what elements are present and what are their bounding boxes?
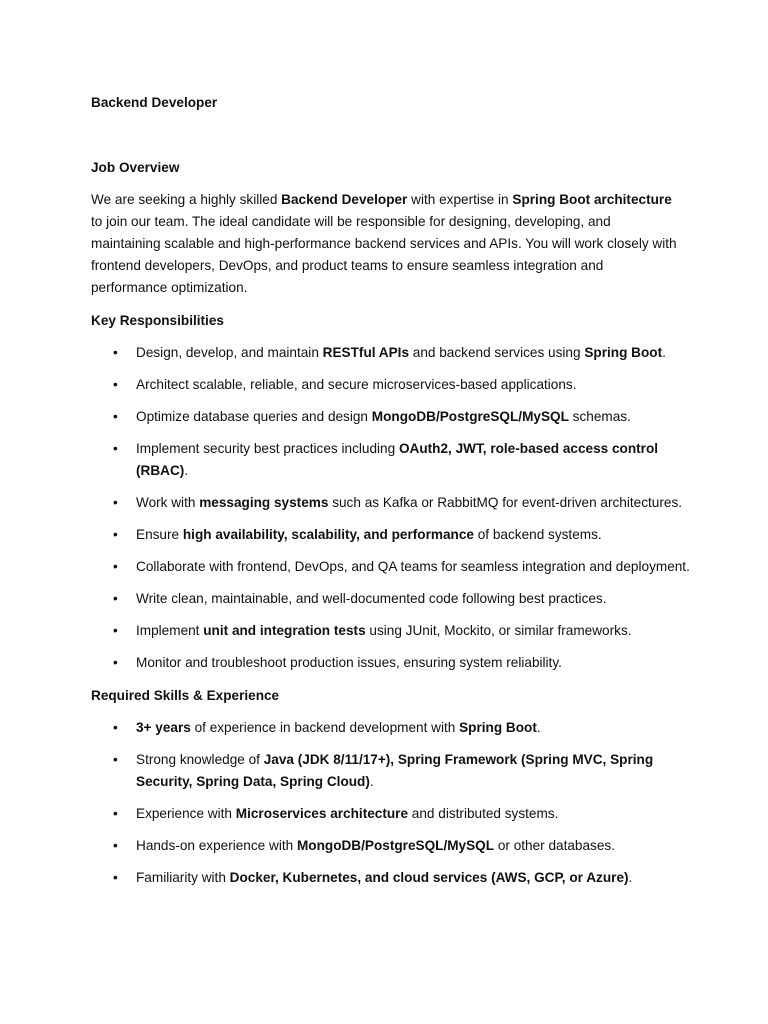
text-run: and backend services using <box>409 345 585 360</box>
list-item-text <box>136 345 666 360</box>
list-item-text <box>136 591 607 606</box>
document-title: Backend Developer <box>91 95 218 110</box>
text-run: or other databases. <box>494 838 615 853</box>
bold-text: Spring Boot architecture <box>512 192 672 207</box>
text-run: . <box>369 774 374 789</box>
text-run: . <box>662 345 666 360</box>
text-run: to join our team. The ideal candidate will be responsible for designing, developing, and maintaining scalable and high-performance backend services and APIs. You will work closely with frontend developers, DevOps, and product teams to ensure seamless integration and performance optimization. <box>91 214 677 295</box>
bold-text: MongoDB/PostgreSQL/MySQL <box>371 409 569 424</box>
list-item <box>91 524 696 546</box>
list-item-text <box>136 377 577 392</box>
text-run: . <box>628 870 633 885</box>
list-item <box>91 803 696 825</box>
text-run: Optimize database queries and design <box>136 409 372 424</box>
job-overview-heading: Job Overview <box>91 160 180 175</box>
text-run: Experience with <box>136 806 236 821</box>
text-run: of experience in backend development with <box>190 720 460 735</box>
list-item <box>91 652 696 674</box>
bullet-icon: • <box>113 377 118 392</box>
list-item-text <box>136 752 653 789</box>
text-run: schemas. <box>568 409 631 424</box>
text-run: Strong knowledge of <box>136 752 264 767</box>
document-page <box>91 92 691 889</box>
bold-text: Spring Boot <box>459 720 537 735</box>
text-run: Implement <box>136 623 204 638</box>
bullet-icon: • <box>113 495 118 510</box>
bold-text: 3+ years <box>136 720 191 735</box>
list-item-text <box>136 806 558 821</box>
bold-text: high availability, scalability, and performance <box>182 527 474 542</box>
bullet-icon: • <box>113 806 118 821</box>
bold-text: Docker, Kubernetes, and cloud services (AWS, GCP, or Azure) <box>229 870 629 885</box>
bullet-icon: • <box>113 559 118 574</box>
text-run: Familiarity with <box>136 870 230 885</box>
list-item <box>91 492 696 514</box>
text-run: Design, develop, and maintain <box>136 345 323 360</box>
bullet-icon: • <box>113 623 118 638</box>
list-item-text <box>136 623 632 638</box>
bold-text: RESTful APIs <box>322 345 410 360</box>
bold-text: messaging systems <box>199 495 329 510</box>
list-item <box>91 374 696 396</box>
responsibilities-list <box>91 342 691 674</box>
bullet-icon: • <box>113 752 118 767</box>
bold-text: unit and integration tests <box>203 623 366 638</box>
list-item-text <box>136 409 631 424</box>
bullet-icon: • <box>113 870 118 885</box>
list-item <box>91 717 696 739</box>
list-item-text <box>136 870 632 885</box>
bold-text: Backend Developer <box>281 192 408 207</box>
text-run: Implement security best practices including <box>136 441 399 456</box>
list-item-text <box>136 559 690 574</box>
text-run: Work with <box>136 495 200 510</box>
list-item <box>91 867 696 889</box>
skills-list <box>91 717 691 889</box>
bullet-icon: • <box>113 591 118 606</box>
bold-text: Java (JDK 8/11/17+), Spring Framework (Spring MVC, Spring Security, Spring Data, Spring Cloud) <box>136 752 654 789</box>
text-run: Monitor and troubleshoot production issues, ensuring system reliability. <box>136 655 562 670</box>
bullet-icon: • <box>113 527 118 542</box>
text-run: Write clean, maintainable, and well-documented code following best practices. <box>136 591 607 606</box>
text-run: . <box>536 720 541 735</box>
text-run: We are seeking a highly skilled <box>91 192 282 207</box>
list-item <box>91 342 696 364</box>
list-item <box>91 620 696 642</box>
list-item-text <box>136 655 562 670</box>
bullet-icon: • <box>113 345 118 360</box>
key-responsibilities-heading: Key Responsibilities <box>91 313 224 328</box>
text-run: such as Kafka or RabbitMQ for event-driven architectures. <box>328 495 683 510</box>
text-run: using JUnit, Mockito, or similar frameworks. <box>365 623 632 638</box>
list-item <box>91 438 696 482</box>
bold-text: Microservices architecture <box>235 806 409 821</box>
bullet-icon: • <box>113 409 118 424</box>
bold-text: Spring Boot <box>584 345 663 360</box>
list-item-text <box>136 527 602 542</box>
text-run: Collaborate with frontend, DevOps, and QA teams for seamless integration and deployment. <box>136 559 690 574</box>
list-item <box>91 406 696 428</box>
bullet-icon: • <box>113 655 118 670</box>
list-item <box>91 749 696 793</box>
bullet-icon: • <box>113 838 118 853</box>
text-run: with expertise in <box>407 192 513 207</box>
bold-text: MongoDB/PostgreSQL/MySQL <box>296 838 495 853</box>
text-run: Hands-on experience with <box>136 838 297 853</box>
list-item-text <box>136 495 682 510</box>
text-run: of backend systems. <box>473 527 602 542</box>
text-run: Architect scalable, reliable, and secure microservices-based applications. <box>136 377 577 392</box>
bullet-icon: • <box>113 441 118 456</box>
list-item-text <box>136 441 658 478</box>
bold-text: OAuth2, JWT, role-based access control (RBAC) <box>136 441 659 478</box>
job-overview-paragraph <box>91 189 683 299</box>
text-run: and distributed systems. <box>408 806 559 821</box>
list-item <box>91 556 696 578</box>
list-item <box>91 835 696 857</box>
text-run: Ensure <box>136 527 183 542</box>
required-skills-heading: Required Skills & Experience <box>91 688 280 703</box>
list-item-text <box>136 838 615 853</box>
text-run: . <box>184 463 189 478</box>
bullet-icon: • <box>113 720 118 735</box>
list-item-text <box>136 720 541 735</box>
list-item <box>91 588 696 610</box>
